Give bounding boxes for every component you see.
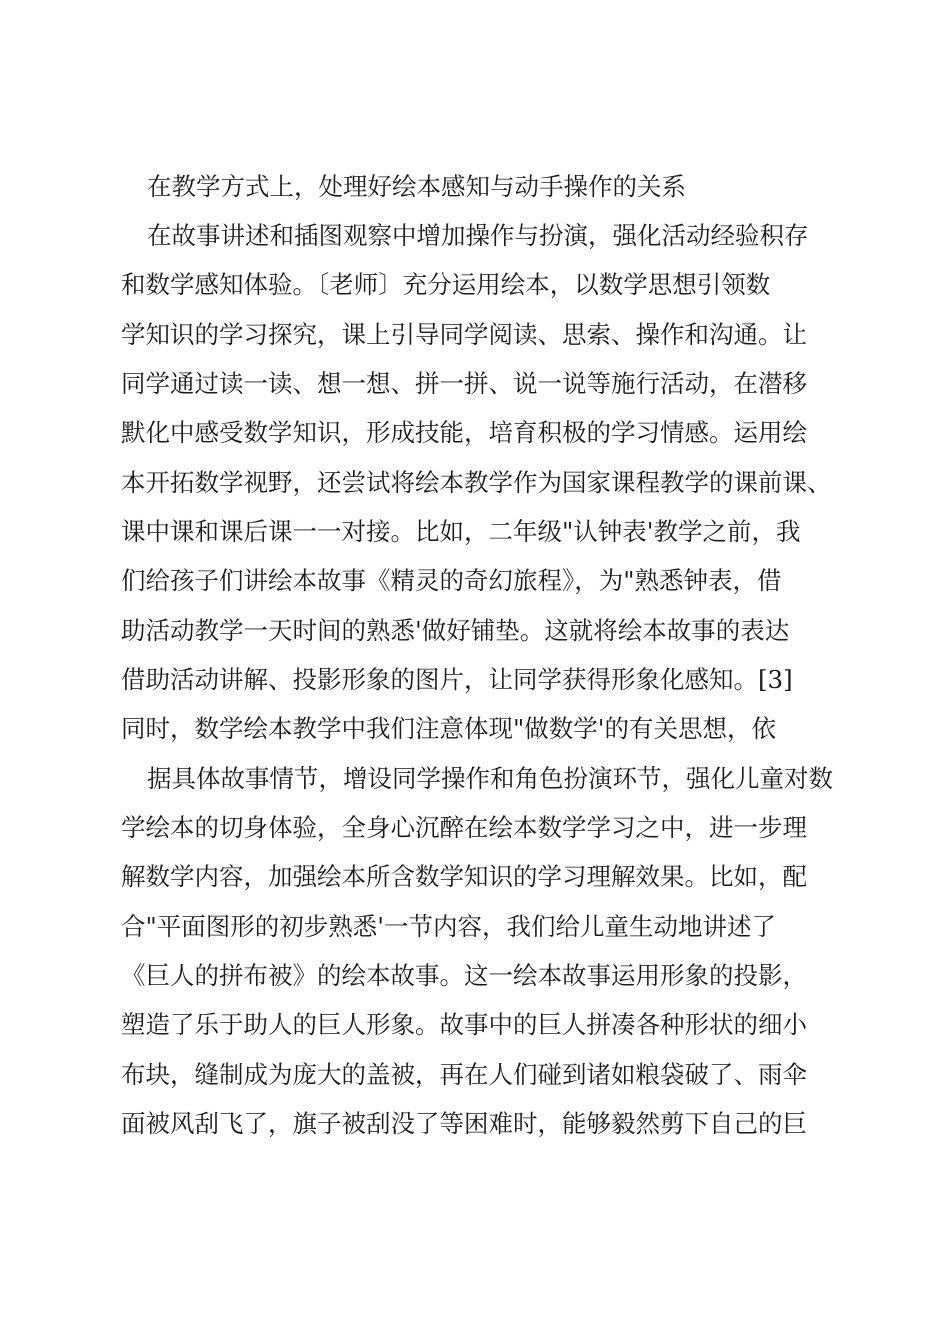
- section-heading: 在教学方式上，处理好绘本感知与动手操作的关系: [147, 172, 686, 201]
- text-line: 同时，数学绘本教学中我们注意体现"做数学'的有关思想，依: [121, 714, 777, 743]
- text-line: 学绘本的切身体验，全身心沉醉在绘本数学学习之中，进一步理: [121, 813, 807, 842]
- text-line: 默化中感受数学知识，形成技能，培育积极的学习情感。运用绘: [121, 418, 807, 447]
- text-line: 本开拓数学视野，还尝试将绘本教学作为国家课程教学的课前课、: [121, 468, 832, 497]
- text-line: 《巨人的拼布被》的绘本故事。这一绘本故事运用形象的投影，: [121, 961, 807, 990]
- text-line: 解数学内容，加强绘本所含数学知识的学习理解效果。比如，配: [121, 862, 807, 891]
- text-line: 在故事讲述和插图观察中增加操作与扮演，强化活动经验积存: [147, 221, 809, 250]
- text-line: 和数学感知体验。〔老师〕充分运用绘本，以数学思想引领数: [121, 270, 771, 299]
- text-line: 面被风刮飞了，旗子被刮没了等困难时，能够毅然剪下自己的巨: [121, 1109, 807, 1138]
- text-line: 塑造了乐于助人的巨人形象。故事中的巨人拼凑各种形状的细小: [121, 1010, 807, 1039]
- text-line: 布块，缝制成为庞大的盖被，再在人们碰到诸如粮袋破了、雨伞: [121, 1060, 807, 1089]
- text-line: 同学通过读一读、想一想、拼一拼、说一说等施行活动，在潜移: [121, 369, 807, 398]
- text-line: 们给孩子们讲绘本故事《精灵的奇幻旅程》，为"熟悉钟表，借: [121, 566, 782, 595]
- text-line: 课中课和课后课一一对接。比如，二年级"认钟表'教学之前，我: [121, 517, 801, 546]
- text-line: 助活动教学一天时间的熟悉'做好铺垫。这就将绘本故事的表达: [121, 616, 790, 645]
- text-line: 学知识的学习探究，课上引导同学阅读、思索、操作和沟通。让: [121, 320, 807, 349]
- text-line: 借助活动讲解、投影形象的图片，让同学获得形象化感知。[3]: [121, 665, 793, 694]
- text-line: 据具体故事情节，增设同学操作和角色扮演环节，强化儿童对数: [147, 764, 833, 793]
- text-line: 合"平面图形的初步熟悉'一节内容，我们给儿童生动地讲述了: [121, 912, 777, 941]
